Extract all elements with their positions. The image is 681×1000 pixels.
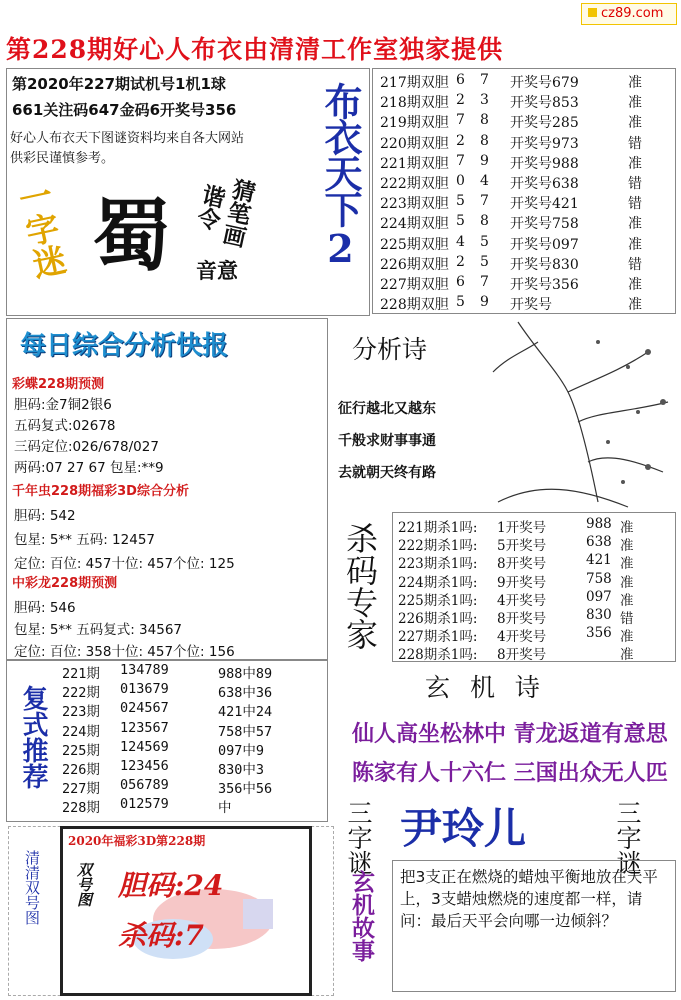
killer-v: 638	[586, 534, 612, 551]
s1-title: 彩蝶228期预测	[12, 377, 105, 392]
killer-n: 8开奖号	[497, 556, 547, 573]
history-d2: 7	[480, 274, 489, 290]
s2-title: 千年虫228期福彩3D综合分析	[12, 484, 189, 499]
history-d2: 9	[480, 294, 489, 311]
history-d1: 2	[456, 92, 465, 109]
brand-text: 布衣天下2	[318, 82, 363, 269]
history-res: 错	[628, 256, 642, 273]
history-period: 227期双胆	[380, 277, 449, 293]
fushi-n: 056789	[120, 777, 169, 794]
killer-r: 准	[620, 538, 634, 555]
fushi-r: 638中36	[218, 685, 273, 702]
fushi-p: 222期	[62, 685, 100, 702]
history-period: 224期双胆	[380, 216, 449, 233]
double-background-image	[63, 829, 309, 993]
history-res: 准	[628, 155, 642, 172]
killer-r: 准	[620, 629, 634, 646]
xuanji-line1: 仙人高坐松林中 青龙返道有意思	[352, 721, 668, 747]
header-line4: 供彩民谨慎参考。	[10, 151, 115, 166]
history-period: 218期双胆	[380, 95, 449, 112]
fushi-p: 227期	[62, 781, 100, 798]
fushi-r: 中	[218, 800, 232, 817]
killer-r: 准	[620, 647, 634, 664]
fushi-r: 988中89	[218, 666, 273, 682]
history-num: 开奖号853	[510, 95, 579, 112]
history-d2: 8	[480, 132, 489, 149]
fushi-r: 421中24	[218, 704, 273, 721]
story-right-label: 三字谜	[613, 800, 642, 875]
history-res: 错	[628, 196, 642, 213]
s2-line3: 定位: 百位: 457十位: 457个位: 125	[14, 556, 235, 572]
riddle-label: 一字迷	[11, 176, 70, 282]
fushi-p: 221期	[62, 666, 100, 682]
killer-p: 224期杀1吗:	[398, 574, 478, 591]
killer-n: 4开奖号	[497, 629, 547, 646]
fushi-r: 758中57	[218, 723, 273, 740]
history-num: 开奖号421	[510, 196, 579, 213]
killer-label: 杀码专家	[341, 522, 379, 650]
fushi-n: 012579	[120, 796, 169, 813]
history-num: 开奖号679	[510, 75, 579, 91]
history-num: 开奖号973	[510, 135, 579, 152]
story-left-label: 三字谜	[344, 800, 373, 875]
history-period: 220期双胆	[380, 135, 449, 152]
history-period: 225期双胆	[380, 236, 449, 253]
fushi-r: 356中56	[218, 781, 273, 798]
history-d1: 6	[456, 72, 465, 88]
header-line3: 好心人布衣天下图谜资料均来自各大网站	[10, 131, 245, 146]
history-res: 错	[628, 135, 642, 152]
history-d1: 7	[456, 152, 465, 169]
history-res: 准	[628, 216, 642, 233]
fushi-p: 225期	[62, 742, 100, 759]
history-d2: 3	[480, 92, 489, 109]
history-period: 226期双胆	[380, 256, 449, 273]
history-d1: 5	[456, 213, 465, 230]
history-res: 准	[628, 277, 642, 293]
riddle-hint-left: 音意	[196, 258, 238, 283]
riddle-hint-right: 猜笔画	[217, 176, 258, 250]
killer-n: 9开奖号	[497, 574, 547, 591]
history-num: 开奖号638	[510, 176, 579, 192]
killer-n: 1开奖号	[497, 520, 547, 536]
killer-p: 226期杀1吗:	[398, 611, 478, 627]
poem1-line2: 千般求财事事通	[338, 433, 436, 449]
killer-r: 准	[620, 574, 634, 591]
s1-line4: 两码:07 27 67 包星:**9	[14, 460, 164, 476]
history-num: 开奖号830	[510, 256, 579, 273]
history-res: 准	[628, 75, 642, 91]
history-period: 221期双胆	[380, 155, 449, 172]
history-res: 准	[628, 95, 642, 112]
daily-title: 每日综合分析快报	[20, 331, 229, 361]
double-vert: 双号图	[75, 862, 93, 907]
killer-p: 227期杀1吗:	[398, 629, 478, 646]
header-line1: 第2020年227期试机号1机1球	[12, 75, 226, 93]
history-d2: 7	[480, 193, 489, 210]
double-side-label: 清清双号图	[23, 850, 41, 925]
killer-r: 准	[620, 592, 634, 609]
history-d1: 5	[456, 294, 465, 311]
fushi-p: 228期	[62, 800, 100, 817]
history-d1: 4	[456, 233, 465, 250]
s3-title: 中彩龙228期预测	[12, 576, 118, 591]
fushi-n: 013679	[120, 681, 169, 698]
history-d2: 5	[480, 233, 489, 250]
history-num: 开奖号988	[510, 155, 579, 172]
history-d2: 8	[480, 213, 489, 230]
fushi-p: 224期	[62, 723, 100, 740]
killer-v: 988	[586, 516, 612, 532]
story-text: 把3支正在燃烧的蜡烛平衡地放在天平上，3支蜡烛燃烧的速度都一样，请问：最后天平会向哪一边倾斜？	[400, 868, 658, 930]
history-d1: 6	[456, 274, 465, 290]
history-d2: 7	[480, 72, 489, 88]
history-num: 开奖号356	[510, 277, 579, 293]
history-period: 228期双胆	[380, 297, 449, 314]
story-vert-label: 玄机故事	[348, 870, 375, 962]
killer-p: 223期杀1吗:	[398, 556, 478, 573]
history-res: 准	[628, 115, 642, 132]
killer-p: 221期杀1吗:	[398, 520, 478, 536]
history-res: 准	[628, 297, 642, 314]
fushi-n: 124569	[120, 738, 169, 755]
history-period: 223期双胆	[380, 196, 449, 213]
history-d1: 2	[456, 253, 465, 270]
history-num: 开奖号	[510, 297, 552, 314]
site-badge[interactable]	[581, 3, 677, 25]
xuanji-title: 玄 机 诗	[425, 673, 546, 702]
killer-v: 097	[586, 588, 612, 605]
killer-v: 758	[586, 570, 612, 587]
history-period: 219期双胆	[380, 115, 449, 132]
poem1-line1: 征行越北又越东	[338, 401, 436, 417]
killer-v: 356	[586, 625, 612, 642]
history-d1: 2	[456, 132, 465, 149]
double-dan: 胆码:24	[118, 869, 224, 902]
history-period: 222期双胆	[380, 176, 449, 192]
history-d1: 7	[456, 112, 465, 129]
history-d2: 5	[480, 253, 489, 270]
killer-n: 8开奖号	[497, 647, 547, 664]
killer-n: 5开奖号	[497, 538, 547, 555]
history-d2: 8	[480, 112, 489, 129]
s2-line2: 包星: 5** 五码: 12457	[14, 532, 156, 548]
double-header: 2020年福彩3D第228期	[68, 834, 206, 848]
s2-line1: 胆码: 542	[14, 508, 76, 524]
fushi-p: 223期	[62, 704, 100, 721]
header-line2: 661关注码647金码6开奖号356	[12, 101, 237, 119]
fushi-n: 123456	[120, 758, 169, 774]
poem1-line3: 去就朝天终有路	[338, 465, 436, 481]
killer-v: 830	[586, 607, 612, 623]
history-period: 217期双胆	[380, 75, 449, 91]
history-d2: 9	[480, 152, 489, 169]
story-name: 尹玲儿	[400, 804, 527, 853]
history-d1: 0	[456, 173, 465, 189]
fushi-n: 134789	[120, 662, 169, 678]
history-res: 错	[628, 176, 642, 192]
fushi-n: 123567	[120, 719, 169, 736]
history-d1: 5	[456, 193, 465, 210]
double-sha: 杀码:7	[118, 919, 204, 952]
riddle-hint-mid: 谐令	[191, 181, 228, 233]
history-num: 开奖号758	[510, 216, 579, 233]
killer-p: 225期杀1吗:	[398, 592, 478, 609]
killer-r: 准	[620, 520, 634, 536]
history-d2: 4	[480, 173, 489, 189]
fushi-n: 024567	[120, 700, 169, 717]
killer-v: 421	[586, 552, 612, 569]
s1-line2: 五码复式:02678	[14, 418, 116, 434]
killer-p: 222期杀1吗:	[398, 538, 478, 555]
history-num: 开奖号285	[510, 115, 579, 132]
page-title: 第228期好心人布衣由清清工作室独家提供	[6, 35, 504, 64]
xuanji-line2: 陈家有人十六仁 三国出众无人匹	[352, 760, 668, 786]
s3-line1: 胆码: 546	[14, 600, 76, 616]
riddle-main-char: 蜀	[92, 191, 171, 282]
fushi-label: 复式推荐	[18, 685, 48, 789]
tree-sketch-image	[478, 312, 678, 512]
history-num: 开奖号097	[510, 236, 579, 253]
killer-n: 8开奖号	[497, 611, 547, 627]
s1-line3: 三码定位:026/678/027	[14, 439, 159, 455]
s3-line3: 定位: 百位: 358十位: 457个位: 156	[14, 644, 235, 660]
killer-r: 错	[620, 611, 634, 627]
fushi-r: 097中9	[218, 742, 265, 759]
history-res: 准	[628, 236, 642, 253]
s3-line2: 包星: 5** 五码复式: 34567	[14, 622, 183, 638]
killer-n: 4开奖号	[497, 592, 547, 609]
fushi-r: 830中3	[218, 762, 265, 778]
killer-p: 228期杀1吗:	[398, 647, 478, 664]
poem1-title: 分析诗	[352, 335, 428, 364]
s1-line1: 胆码:金7铜2银6	[14, 397, 112, 413]
badge-text: cz89.com	[601, 6, 664, 21]
killer-r: 准	[620, 556, 634, 573]
fushi-p: 226期	[62, 762, 100, 778]
badge-icon	[588, 8, 597, 17]
